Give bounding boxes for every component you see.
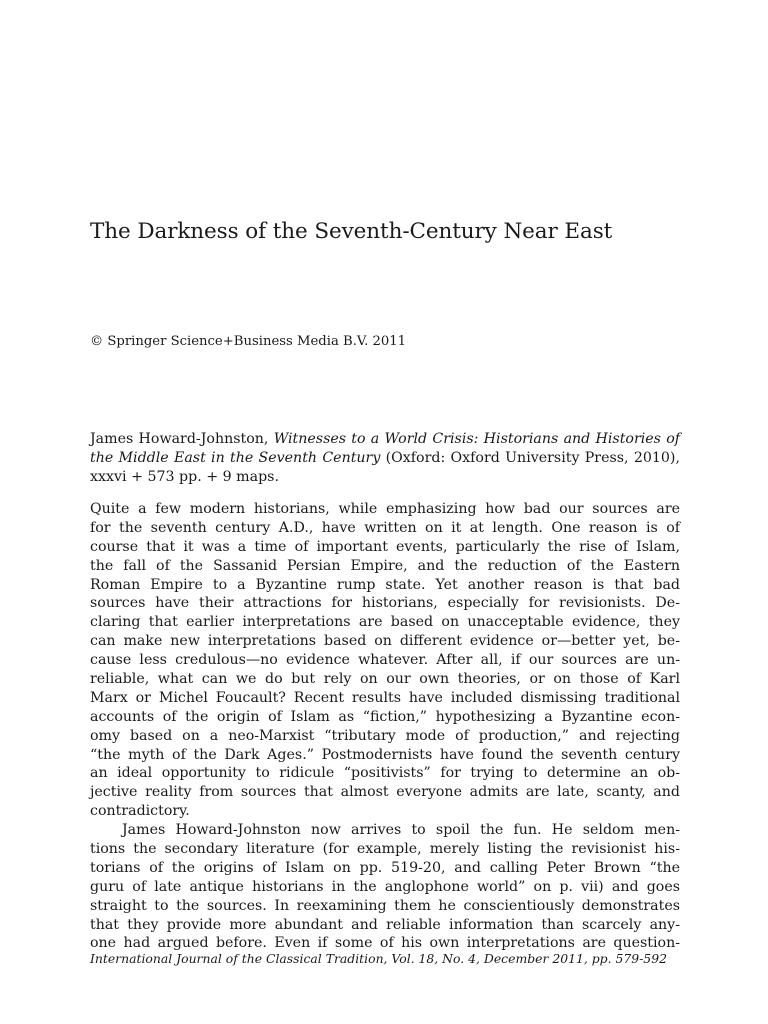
body-line: course that it was a time of important events, particularly the rise of Islam, — [90, 538, 680, 555]
article-title: The Darkness of the Seventh-Century Near East — [90, 219, 613, 244]
citation-line-2 — [90, 449, 680, 468]
citation-book-title-part-1: Witnesses to a World Crisis: Historians and Histories of — [273, 431, 681, 447]
body-line: contradictory. — [90, 803, 190, 820]
copyright-notice: © Springer Science+Business Media B.V. 2011 — [90, 334, 407, 349]
body-line: tions the secondary literature (for example, merely listing the revisionist his- — [90, 841, 680, 858]
body-line: for the seventh century A.D., have written on it at length. One reason is of — [90, 519, 680, 536]
body-line: one had argued before. Even if some of his own interpretations are question- — [90, 935, 680, 952]
body-line: claring that earlier interpretations are based on unacceptable evidence, they — [90, 614, 680, 631]
body-line: cause less credulous—no evidence whatever. After all, if our sources are un- — [90, 652, 680, 669]
body-line: that they provide more abundant and reliable information than scarcely any- — [90, 916, 680, 933]
citation-author: James Howard-Johnston, — [90, 431, 269, 447]
body-line: torians of the origins of Islam on pp. 519-20, and calling Peter Brown “the — [90, 859, 680, 876]
body-line: guru of late antique historians in the anglophone world” on p. vii) and goes — [90, 878, 680, 895]
body-line: Roman Empire to a Byzantine rump state. Yet another reason is that bad — [90, 576, 680, 593]
body-line: reliable, what can we do but rely on our own theories, or on those of Karl — [90, 671, 680, 688]
body-line: James Howard-Johnston now arrives to spoil the fun. He seldom men- — [122, 822, 680, 839]
body-line: omy based on a neo-Marxist “tributary mode of production,” and rejecting — [90, 727, 680, 744]
citation-line-1 — [90, 430, 680, 449]
body-paragraphs — [90, 500, 680, 953]
body-line: Quite a few modern historians, while emphasizing how bad our sources are — [90, 501, 680, 517]
body-line: “the myth of the Dark Ages.” Postmodernists have found the seventh century — [90, 746, 680, 763]
body-line: sources have their attractions for historians, especially for revisionists. De- — [90, 595, 680, 612]
citation-book-title-part-2: the Middle East in the Seventh Century — [90, 449, 381, 466]
body-line: an ideal opportunity to ridicule “positivists” for trying to determine an ob- — [90, 765, 680, 782]
citation-publisher: (Oxford: Oxford University Press, 2010), — [385, 449, 680, 466]
journal-footer: International Journal of the Classical Tradition, Vol. 18, No. 4, December 2011, pp. 579-592 — [90, 951, 667, 966]
body-line: Marx or Michel Foucault? Recent results have included dismissing traditional — [90, 689, 680, 706]
body-line: can make new interpretations based on different evidence or—better yet, be- — [90, 633, 680, 650]
body-line: jective reality from sources that almost everyone admits are late, scanty, and — [90, 784, 680, 801]
body-line: accounts of the origin of Islam as “fiction,” hypothesizing a Byzantine econ- — [90, 708, 680, 725]
body-line: straight to the sources. In reexamining them he conscientiously demonstrates — [90, 897, 680, 914]
citation-line-3: xxxvi + 573 pp. + 9 maps. — [90, 468, 279, 485]
body-line: the fall of the Sassanid Persian Empire, and the reduction of the Eastern — [90, 557, 680, 574]
review-citation — [90, 430, 680, 487]
